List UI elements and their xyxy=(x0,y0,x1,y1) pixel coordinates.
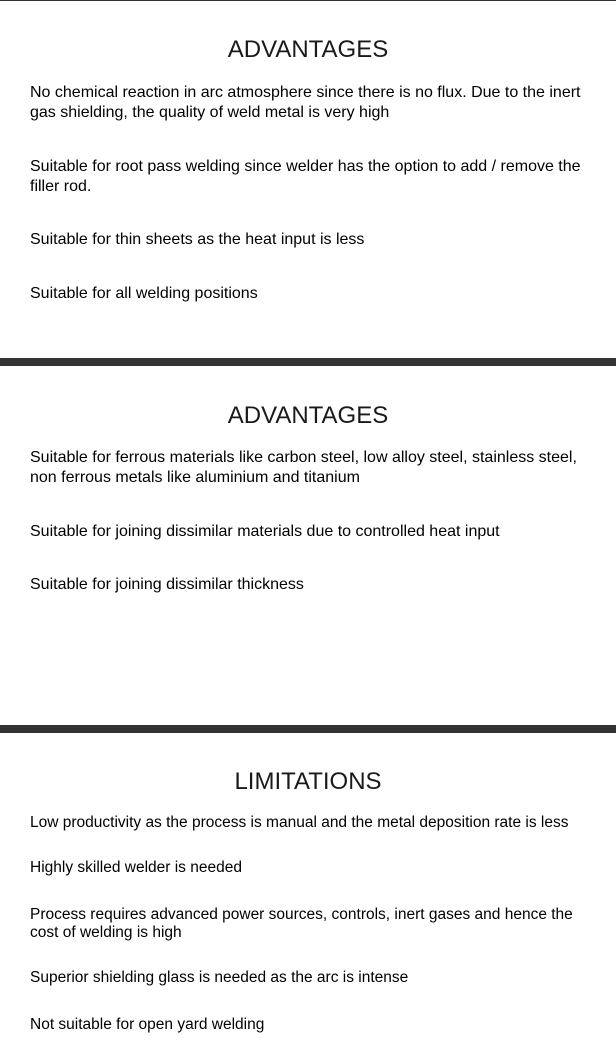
slide-title: ADVANTAGES xyxy=(227,36,389,63)
slide-separator xyxy=(0,358,616,366)
slide-limitations xyxy=(0,733,616,1063)
list-item: Suitable for thin sheets as the heat input is less xyxy=(30,231,365,248)
slide-advantages-1 xyxy=(0,1,616,358)
list-item: No chemical reaction in arc atmosphere since there is no flux. Due to the inert gas shielding, the quality of weld metal is very high xyxy=(30,84,581,121)
list-item: Superior shielding glass is needed as the arc is intense xyxy=(30,969,409,986)
slide-advantages-2 xyxy=(0,366,616,725)
list-item: Suitable for ferrous materials like carbon steel, low alloy steel, stainless steel, non ferrous metals like aluminium and titanium xyxy=(30,449,577,486)
list-item: Suitable for all welding positions xyxy=(30,285,258,302)
list-item: Not suitable for open yard welding xyxy=(30,1016,265,1033)
list-item: Low productivity as the process is manual and the metal deposition rate is less xyxy=(30,814,569,831)
slide-title: LIMITATIONS xyxy=(234,768,382,795)
list-item: Suitable for root pass welding since welder has the option to add / remove the filler rod. xyxy=(30,158,581,195)
list-item: Highly skilled welder is needed xyxy=(30,859,242,876)
slide-title: ADVANTAGES xyxy=(227,402,389,429)
list-item: Suitable for joining dissimilar materials due to controlled heat input xyxy=(30,523,500,540)
slide-separator xyxy=(0,725,616,733)
list-item: Suitable for joining dissimilar thickness xyxy=(30,576,304,593)
list-item: Process requires advanced power sources, controls, inert gases and hence the cost of welding is high xyxy=(30,906,573,941)
